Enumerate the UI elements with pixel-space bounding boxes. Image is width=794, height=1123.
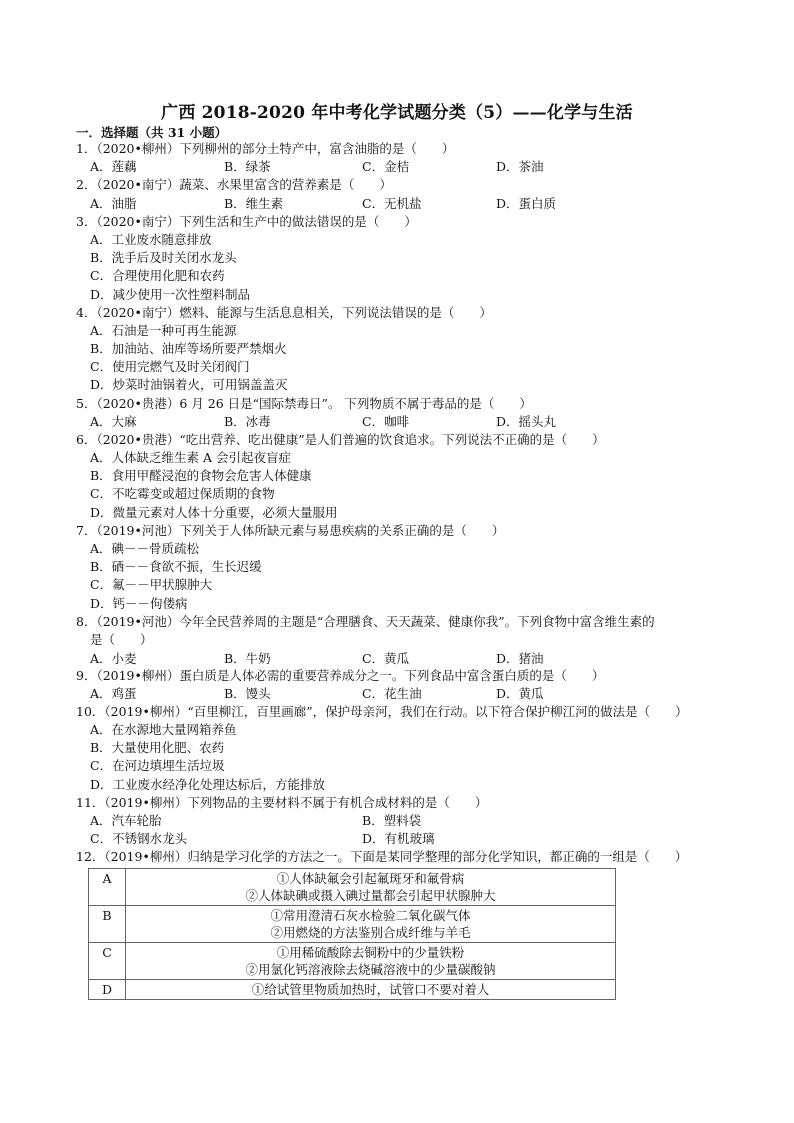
question-7-option-b: B．硒－－食欲不振，生长迟缓: [90, 559, 262, 574]
question-4-option-b: B．加油站、油库等场所要严禁烟火: [90, 341, 287, 356]
question-10-option-a: A．在水源地大量网箱养鱼: [90, 722, 237, 737]
row-content: [126, 869, 616, 906]
question-8-stem: 8．（2019•河池）今年全民营养周的主题是“合理膳食、天天蔬菜、健康你我”。下列食物中富含维生素的: [76, 614, 655, 629]
question-8-option-b: B．牛奶: [224, 651, 271, 666]
question-5-option-d: D．摇头丸: [496, 414, 557, 429]
row-line: ②人体缺碘或摄入碘过量都会引起甲状腺肿大: [245, 888, 496, 903]
question-1-option-d: D．茶油: [496, 159, 544, 174]
question-1-stem: 1．（2020•柳州）下列柳州的部分土特产中，富含油脂的是（ ）: [76, 141, 455, 156]
question-9-option-a: A．鸡蛋: [90, 686, 137, 701]
question-11-option-b: B．塑料袋: [362, 813, 422, 828]
question-11-stem: 11．（2019•柳州）下列物品的主要材料不属于有机合成材料的是（ ）: [76, 795, 488, 810]
question-11-option-c: C．不锈钢水龙头: [90, 831, 188, 846]
row-label: C: [89, 943, 126, 980]
row-line: ①常用澄清石灰水检验二氧化碳气体: [270, 908, 471, 923]
question-3-option-d: D．减少使用一次性塑料制品: [90, 287, 251, 302]
question-1-option-c: C．金桔: [362, 159, 410, 174]
table-row: [89, 943, 616, 980]
row-line: ②用燃烧的方法鉴别合成纤维与羊毛: [270, 925, 471, 940]
question-6-stem: 6．（2020•贵港）“吃出营养、吃出健康”是人们普遍的饮食追求。下列说法不正确的是（ ）: [76, 432, 605, 447]
table-row: [89, 980, 616, 1000]
row-line: ②用氯化钙溶液除去烧碱溶液中的少量碳酸钠: [245, 962, 496, 977]
question-2-option-a: A．油脂: [90, 196, 137, 211]
question-6-option-a: A．人体缺乏维生素 A 会引起夜盲症: [90, 450, 292, 465]
question-10-option-c: C．在河边填埋生活垃圾: [90, 758, 225, 773]
row-label: D: [89, 980, 126, 1000]
question-2-option-c: C．无机盐: [362, 196, 422, 211]
question-12-stem: 12．（2019•柳州）归纳是学习化学的方法之一。下面是某同学整理的部分化学知识，都正确的一组是（ ）: [76, 849, 688, 864]
row-line: ①用稀硫酸除去铜粉中的少量铁粉: [276, 945, 465, 960]
question-8-option-d: D．猪油: [496, 651, 544, 666]
question-1-option-b: B．绿茶: [224, 159, 271, 174]
question-9-option-b: B．馒头: [224, 686, 271, 701]
question-4-option-d: D．炒菜时油锅着火，可用锅盖盖灭: [90, 377, 288, 392]
question-8-option-a: A．小麦: [90, 651, 137, 666]
table-row: [89, 869, 616, 906]
question-9-option-c: C．花生油: [362, 686, 422, 701]
question-10-stem: 10．（2019•柳州）“百里柳江，百里画廊”，保护母亲河，我们在行动。以下符合保护柳江河的做法是（ ）: [76, 704, 688, 719]
question-4-option-c: C．使用完燃气及时关闭阀门: [90, 359, 250, 374]
question-3-option-b: B．洗手后及时关闭水龙头: [90, 250, 237, 265]
question-5-option-b: B．冰毒: [224, 414, 271, 429]
question-9-option-d: D．黄瓜: [496, 686, 544, 701]
question-11-option-d: D．有机玻璃: [362, 831, 435, 846]
question-10-option-b: B．大量使用化肥、农药: [90, 740, 225, 755]
question-8-option-c: C．黄瓜: [362, 651, 410, 666]
row-content: [126, 980, 616, 1000]
question-3-stem: 3．（2020•南宁）下列生活和生产中的做法错误的是（ ）: [76, 214, 417, 229]
question-10-option-d: D．工业废水经净化处理达标后，方能排放: [90, 777, 326, 792]
question-6-option-d: D．微量元素对人体十分重要，必须大量服用: [90, 505, 338, 520]
question-1-option-a: A．莲藕: [90, 159, 137, 174]
question-3-option-c: C．合理使用化肥和农药: [90, 268, 225, 283]
question-2-stem: 2．（2020•南宁）蔬菜、水果里富含的营养素是（ ）: [76, 177, 392, 192]
table-row: [89, 906, 616, 943]
section-heading: 一．选择题（共 31 小题）: [76, 125, 228, 140]
question-3-option-a: A．工业废水随意排放: [90, 232, 212, 247]
knowledge-table: [88, 868, 616, 1000]
question-7-stem: 7．（2019•河池）下列关于人体所缺元素与易患疾病的关系正确的是（ ）: [76, 523, 505, 538]
row-line: ①给试管里物质加热时，试管口不要对着人: [251, 982, 490, 997]
question-2-option-d: D．蛋白质: [496, 196, 557, 211]
question-6-option-c: C．不吃霉变或超过保质期的食物: [90, 486, 275, 501]
page-title: 广西 2018-2020 年中考化学试题分类（5）——化学与生活: [161, 103, 633, 123]
row-content: [126, 906, 616, 943]
row-line: ①人体缺氟会引起氟斑牙和氟骨病: [276, 871, 465, 886]
question-9-stem: 9．（2019•柳州）蛋白质是人体必需的重要营养成分之一。下列食品中富含蛋白质的是（ ）: [76, 668, 605, 683]
question-8-stem-continuation: 是（ ）: [90, 632, 153, 647]
question-5-option-c: C．咖啡: [362, 414, 410, 429]
question-4-option-a: A．石油是一种可再生能源: [90, 323, 237, 338]
question-7-option-d: D．钙－－佝偻病: [90, 596, 188, 611]
question-4-stem: 4．（2020•南宁）燃料、能源与生活息息相关，下列说法错误的是（ ）: [76, 305, 492, 320]
question-6-option-b: B．食用甲醛浸泡的食物会危害人体健康: [90, 468, 312, 483]
row-label: A: [89, 869, 126, 906]
question-7-option-c: C．氟－－甲状腺肿大: [90, 577, 213, 592]
question-5-stem: 5．（2020•贵港）6 月 26 日是“国际禁毒日”。 下列物质不属于毒品的是（ ）: [76, 396, 532, 411]
question-2-option-b: B．维生素: [224, 196, 284, 211]
question-11-option-a: A．汽车轮胎: [90, 813, 162, 828]
row-content: [126, 943, 616, 980]
question-7-option-a: A．碘－－骨质疏松: [90, 541, 200, 556]
row-label: B: [89, 906, 126, 943]
question-5-option-a: A．大麻: [90, 414, 137, 429]
